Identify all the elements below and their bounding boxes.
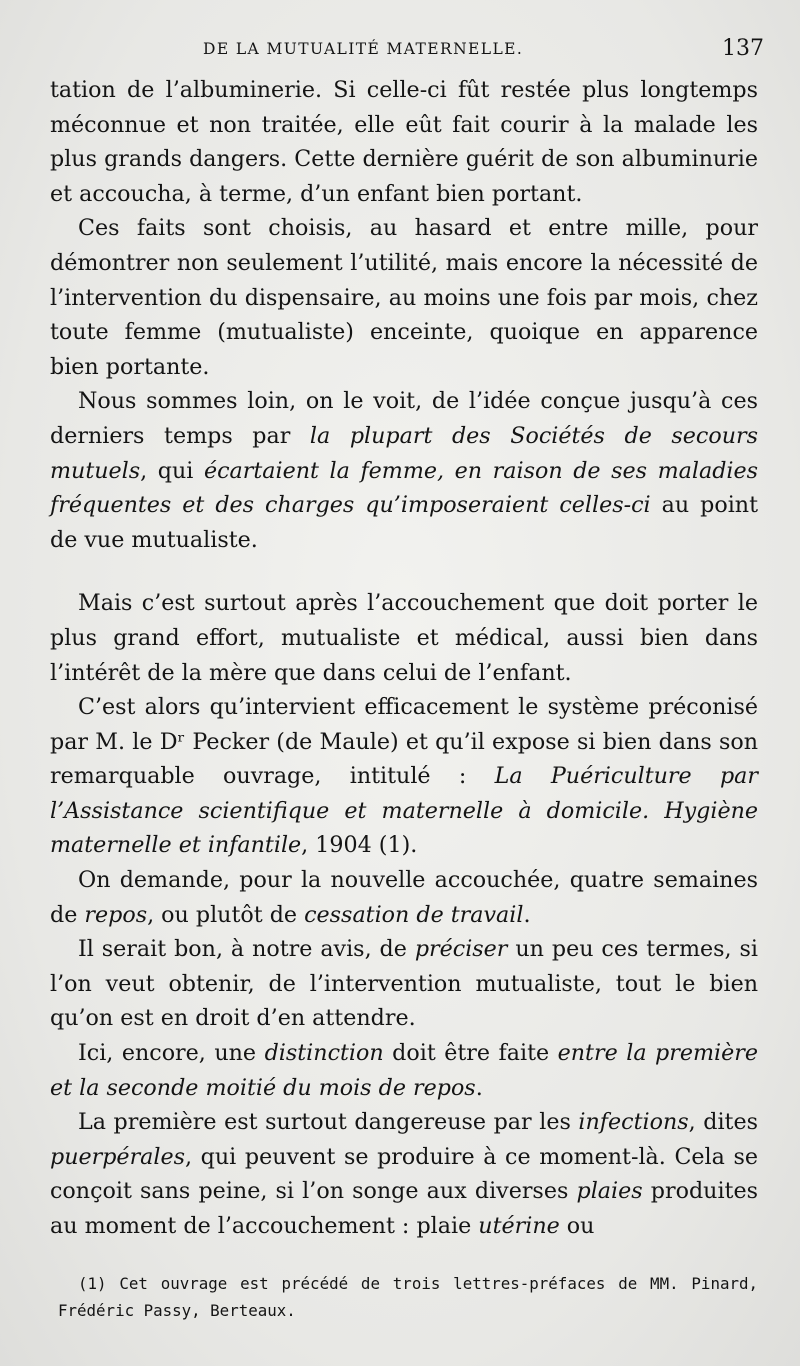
footnote-text: (1) Cet ouvrage est précédé de trois lettres-préfaces de MM. Pinard, Frédéric Passy, Berteaux.	[58, 1274, 758, 1320]
italic-text: préciser	[414, 936, 508, 963]
text-run: Ici, encore, une	[78, 1040, 265, 1067]
paragraph	[50, 1036, 758, 1105]
paragraph	[50, 73, 758, 211]
text-run: au point de vue mutualiste.	[50, 492, 758, 553]
text-run: Mais c’est surtout après l’accouchement que doit porter le plus grand effort, mutualiste et médical, aussi bien dans l’intérêt de la mère que dans celui de l’enfant.	[50, 590, 758, 686]
italic-text: La Puériculture par l’Assistance scientifique et maternelle à domicile. Hygiène maternelle et infantile	[50, 763, 758, 859]
paragraph	[50, 863, 758, 932]
text-run: Il serait bon, à notre avis, de	[78, 936, 415, 963]
italic-text: plaies	[576, 1178, 643, 1205]
text-run: un peu ces termes, si l’on veut obtenir, de l’intervention mutualiste, tout le bien qu’on est en droit d’en attendre.	[50, 936, 758, 1032]
text-run: , qui peuvent se produire à ce moment-là. Cela se conçoit sans peine, si l’on songe aux diverses	[50, 1143, 758, 1205]
text-run: doit être faite	[383, 1040, 558, 1067]
italic-text: la plupart des Sociétés de secours mutuels	[50, 422, 758, 484]
text-run: .	[475, 1074, 483, 1101]
text-run: , dites	[688, 1109, 758, 1136]
body-text	[50, 73, 758, 1244]
text-run: La première est surtout dangereuse par les	[78, 1109, 579, 1136]
italic-text: entre la première et la seconde moitié du mois de repos	[50, 1040, 758, 1101]
text-run: C’est alors qu’intervient efficacement le système préconisé par M. le Dʳ Pecker (de Maule) et qu’il expose si bien dans son remarquable ouvrage, intitulé :	[50, 694, 758, 790]
running-title: DE LA MUTUALITÉ MATERNELLE.	[203, 40, 524, 58]
text-run: .	[523, 901, 531, 928]
text-run: tation de l’albuminerie. Si celle-ci fût restée plus longtemps méconnue et non traitée, elle eût fait courir à la malade les plus grands dangers. Cette dernière guérit de son albuminurie et accoucha, à terme, d’un enfant bien portant.	[50, 77, 758, 207]
text-run: , 1904 (1).	[301, 832, 418, 859]
text-run: , ou plutôt de	[147, 901, 305, 928]
paragraph	[50, 690, 758, 863]
italic-text: écartaient la femme, en raison de ses maladies fréquentes et des charges qu’imposeraient celles-ci	[50, 457, 759, 519]
page-number: 137	[722, 36, 764, 61]
italic-text: repos	[84, 901, 148, 928]
italic-text: utérine	[478, 1213, 560, 1239]
italic-text: infections	[578, 1109, 689, 1136]
italic-text: puerpérales	[50, 1143, 186, 1170]
italic-text: distinction	[264, 1040, 384, 1067]
footnote	[58, 1270, 758, 1324]
paragraph	[50, 586, 758, 690]
page-header	[48, 36, 764, 70]
paragraph	[50, 1105, 758, 1243]
paragraph	[50, 932, 758, 1036]
text-run: On demande, pour la nouvelle accouchée, quatre semaines de	[50, 867, 758, 928]
text-run: , qui	[140, 457, 204, 484]
text-run: Ces faits sont choisis, au hasard et entre mille, pour démontrer non seulement l’utilité, mais encore la nécessité de l’intervention du dispensaire, au moins une fois par mois, chez toute femme (mutualiste) enceinte, quoique en apparence bien portante.	[50, 215, 758, 380]
text-run: produites au moment de l’accouchement : plaie	[50, 1178, 758, 1239]
paragraph	[50, 211, 758, 384]
text-run: Nous sommes loin, on le voit, de l’idée conçue jusqu’à ces derniers temps par	[50, 388, 758, 449]
italic-text: cessation de travail	[304, 901, 524, 928]
paragraph	[50, 384, 758, 557]
text-run: ou	[559, 1213, 595, 1239]
